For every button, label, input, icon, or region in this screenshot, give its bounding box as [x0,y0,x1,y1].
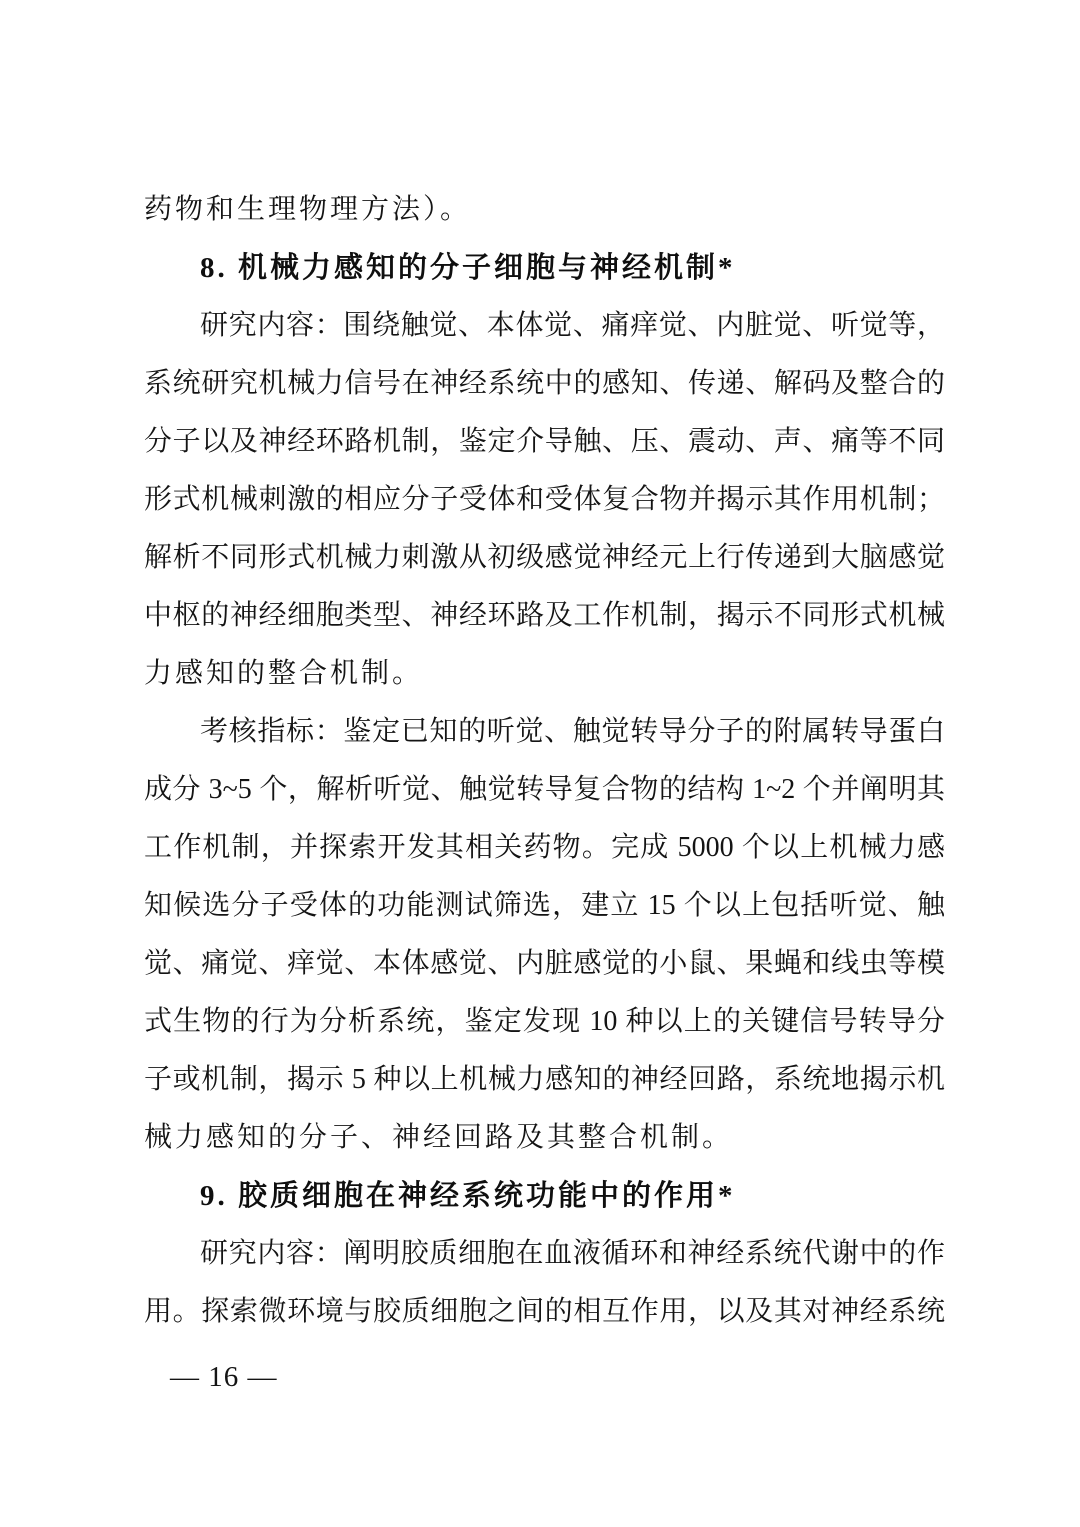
body-text-line: 成分 3~5 个，解析听觉、触觉转导复合物的结构 1~2 个并阐明其 [144,774,945,805]
body-text-line: 式生物的行为分析系统，鉴定发现 10 种以上的关键信号转导分 [144,1006,945,1037]
body-text-line: 形式机械刺激的相应分子受体和受体复合物并揭示其作用机制； [144,484,945,515]
body-text-line: 觉、痛觉、痒觉、本体感觉、内脏感觉的小鼠、果蝇和线虫等模 [144,948,945,979]
body-text-line: 系统研究机械力信号在神经系统中的感知、传递、解码及整合的 [144,368,945,399]
body-text-line: 研究内容：围绕触觉、本体觉、痛痒觉、内脏觉、听觉等， [200,310,945,341]
heading-line: 9. 胶质细胞在神经系统功能中的作用* [200,1180,736,1212]
body-text-line: 知候选分子受体的功能测试筛选，建立 15 个以上包括听觉、触 [144,890,945,921]
body-text-line: 解析不同形式机械力刺激从初级感觉神经元上行传递到大脑感觉 [144,542,945,573]
body-text-line: 用。探索微环境与胶质细胞之间的相互作用，以及其对神经系统 [144,1296,945,1327]
body-text-line: 分子以及神经环路机制，鉴定介导触、压、震动、声、痛等不同 [144,426,945,457]
body-text-line: 力感知的整合机制。 [144,658,424,689]
page-footer [170,1356,278,1398]
body-text-line: 中枢的神经细胞类型、神经环路及工作机制，揭示不同形式机械 [144,600,945,631]
body-text-line: 子或机制，揭示 5 种以上机械力感知的神经回路，系统地揭示机 [144,1064,945,1095]
body-text-line: 工作机制，并探索开发其相关药物。完成 5000 个以上机械力感 [144,832,945,863]
body-text-line: 研究内容：阐明胶质细胞在血液循环和神经系统代谢中的作 [200,1238,945,1269]
document-body [144,181,945,1341]
heading-line: 8. 机械力感知的分子细胞与神经机制* [200,252,736,284]
page-number: — 16 — [170,1361,278,1393]
body-text-line: 械力感知的分子、神经回路及其整合机制。 [144,1122,734,1153]
body-text-line: 考核指标：鉴定已知的听觉、触觉转导分子的附属转导蛋白 [200,716,945,747]
body-text-line: 药物和生理物理方法）。 [144,194,472,225]
